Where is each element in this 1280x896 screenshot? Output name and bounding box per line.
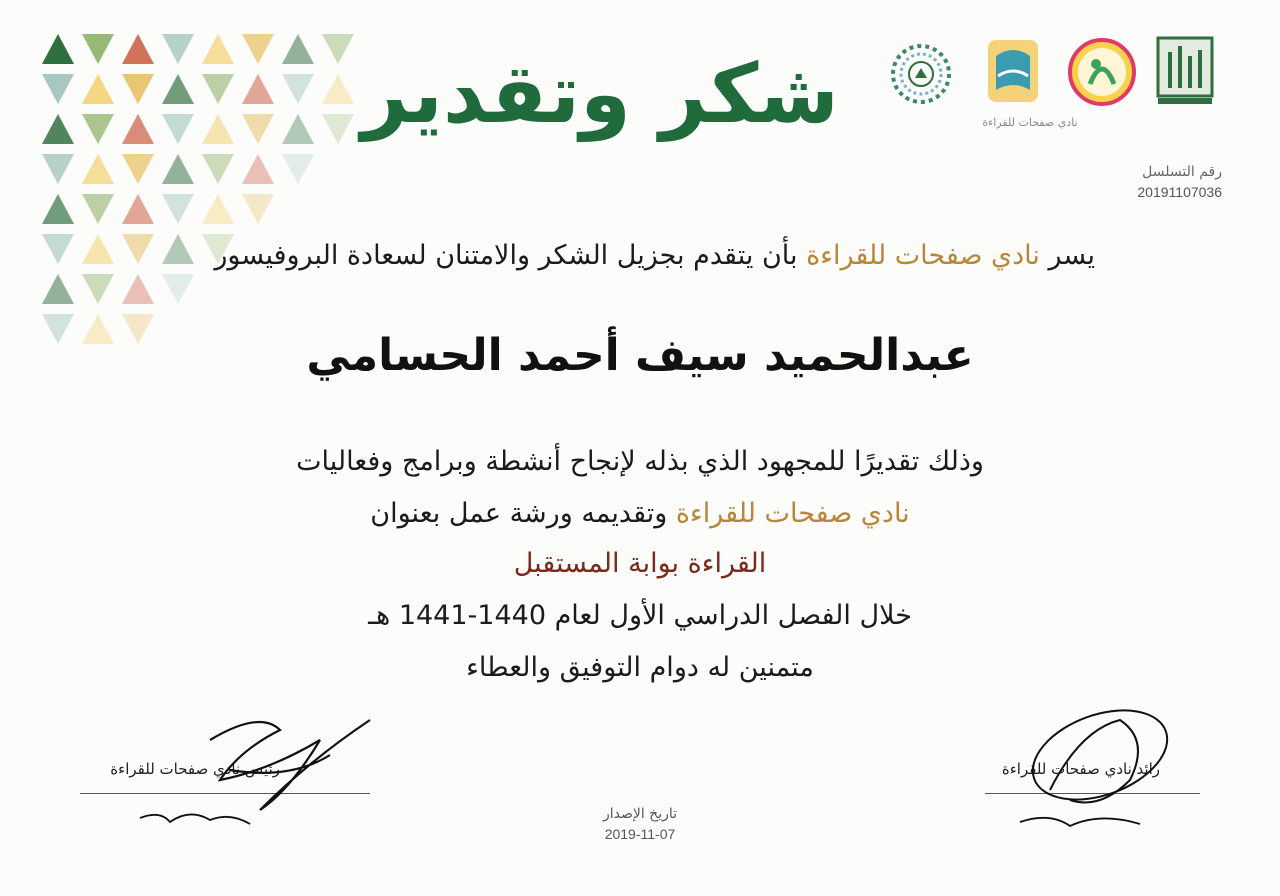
pattern-triangle [242,74,274,104]
pattern-triangle [42,314,74,344]
pattern-triangle [42,34,74,64]
pattern-triangle [162,274,194,304]
pattern-triangle [242,34,274,64]
body-line-2 [200,498,1080,529]
pattern-triangle [282,34,314,64]
pattern-triangle [282,74,314,104]
body-line-5: متمنين له دوام التوفيق والعطاء [466,652,814,683]
intro-prefix: يسر [1039,240,1095,271]
king-khalid-university-logo-icon [1154,34,1216,108]
pattern-triangle [82,114,114,144]
pattern-triangle [202,114,234,144]
line2-club-name: نادي صفحات للقراءة [675,498,910,529]
body-line-4: خلال الفصل الدراسي الأول لعام 1440-1441 هـ [368,600,912,631]
pattern-triangle [322,114,354,144]
logos-strip [880,30,1260,140]
pattern-triangle [242,194,274,224]
body-line-1: وذلك تقديرًا للمجهود الذي بذله لإنجاح أنشطة وبرامج وفعاليات [296,446,984,477]
pattern-triangle [162,154,194,184]
pattern-triangle [42,234,74,264]
club-logo-caption: نادي صفحات للقراءة [982,116,1078,129]
pattern-triangle [42,274,74,304]
pattern-triangle [122,194,154,224]
issue-date: 2019-11-07 [604,826,676,842]
reading-club-logo-icon [984,36,1042,106]
left-signature-title: رئيس نادي صفحات للقراءة [110,760,280,778]
intro-club-name: نادي صفحات للقراءة [806,240,1040,271]
certificate-heading: شكر وتقدير [361,47,839,142]
pattern-triangle [282,114,314,144]
pattern-triangle [322,74,354,104]
pattern-triangle [202,154,234,184]
pattern-triangle [42,74,74,104]
pattern-triangle [162,34,194,64]
pattern-triangle [202,34,234,64]
pattern-triangle [202,194,234,224]
pattern-triangle [42,194,74,224]
pattern-triangle [322,34,354,64]
pattern-triangle [122,34,154,64]
pattern-triangle [242,114,274,144]
pattern-triangle [122,274,154,304]
right-signature-title: رائد نادي صفحات للقراءة [1001,760,1160,778]
serial-label: رقم التسلسل [1142,164,1222,180]
pattern-triangle [162,114,194,144]
triangle-pattern-decoration [38,28,368,358]
pattern-triangle [82,74,114,104]
pattern-triangle [122,114,154,144]
pattern-triangle [162,194,194,224]
vision-2030-emblem-icon [886,38,956,110]
student-activity-unit-logo-icon [1066,36,1138,108]
pattern-triangle [282,154,314,184]
pattern-triangle [122,314,154,344]
intro-line [150,240,1095,271]
left-signature-scribble [150,700,390,850]
right-signature-scribble [1010,700,1210,850]
pattern-triangle [242,154,274,184]
recipient-name: عبدالحميد سيف أحمد الحسامي [306,330,974,381]
workshop-title: القراءة بوابة المستقبل [513,548,767,579]
pattern-triangle [42,114,74,144]
pattern-triangle [82,314,114,344]
pattern-triangle [82,274,114,304]
intro-suffix: بأن يتقدم بجزيل الشكر والامتنان لسعادة البروفيسور [214,240,807,271]
pattern-triangle [82,194,114,224]
pattern-triangle [122,154,154,184]
pattern-triangle [82,234,114,264]
pattern-triangle [122,74,154,104]
serial-number: 20191107036 [1137,184,1222,200]
pattern-triangle [42,154,74,184]
line2-rest: وتقديمه ورشة عمل بعنوان [370,498,676,529]
pattern-triangle [202,74,234,104]
issue-date-label: تاريخ الإصدار [602,806,678,822]
pattern-triangle [162,74,194,104]
pattern-triangle [82,34,114,64]
pattern-triangle [82,154,114,184]
